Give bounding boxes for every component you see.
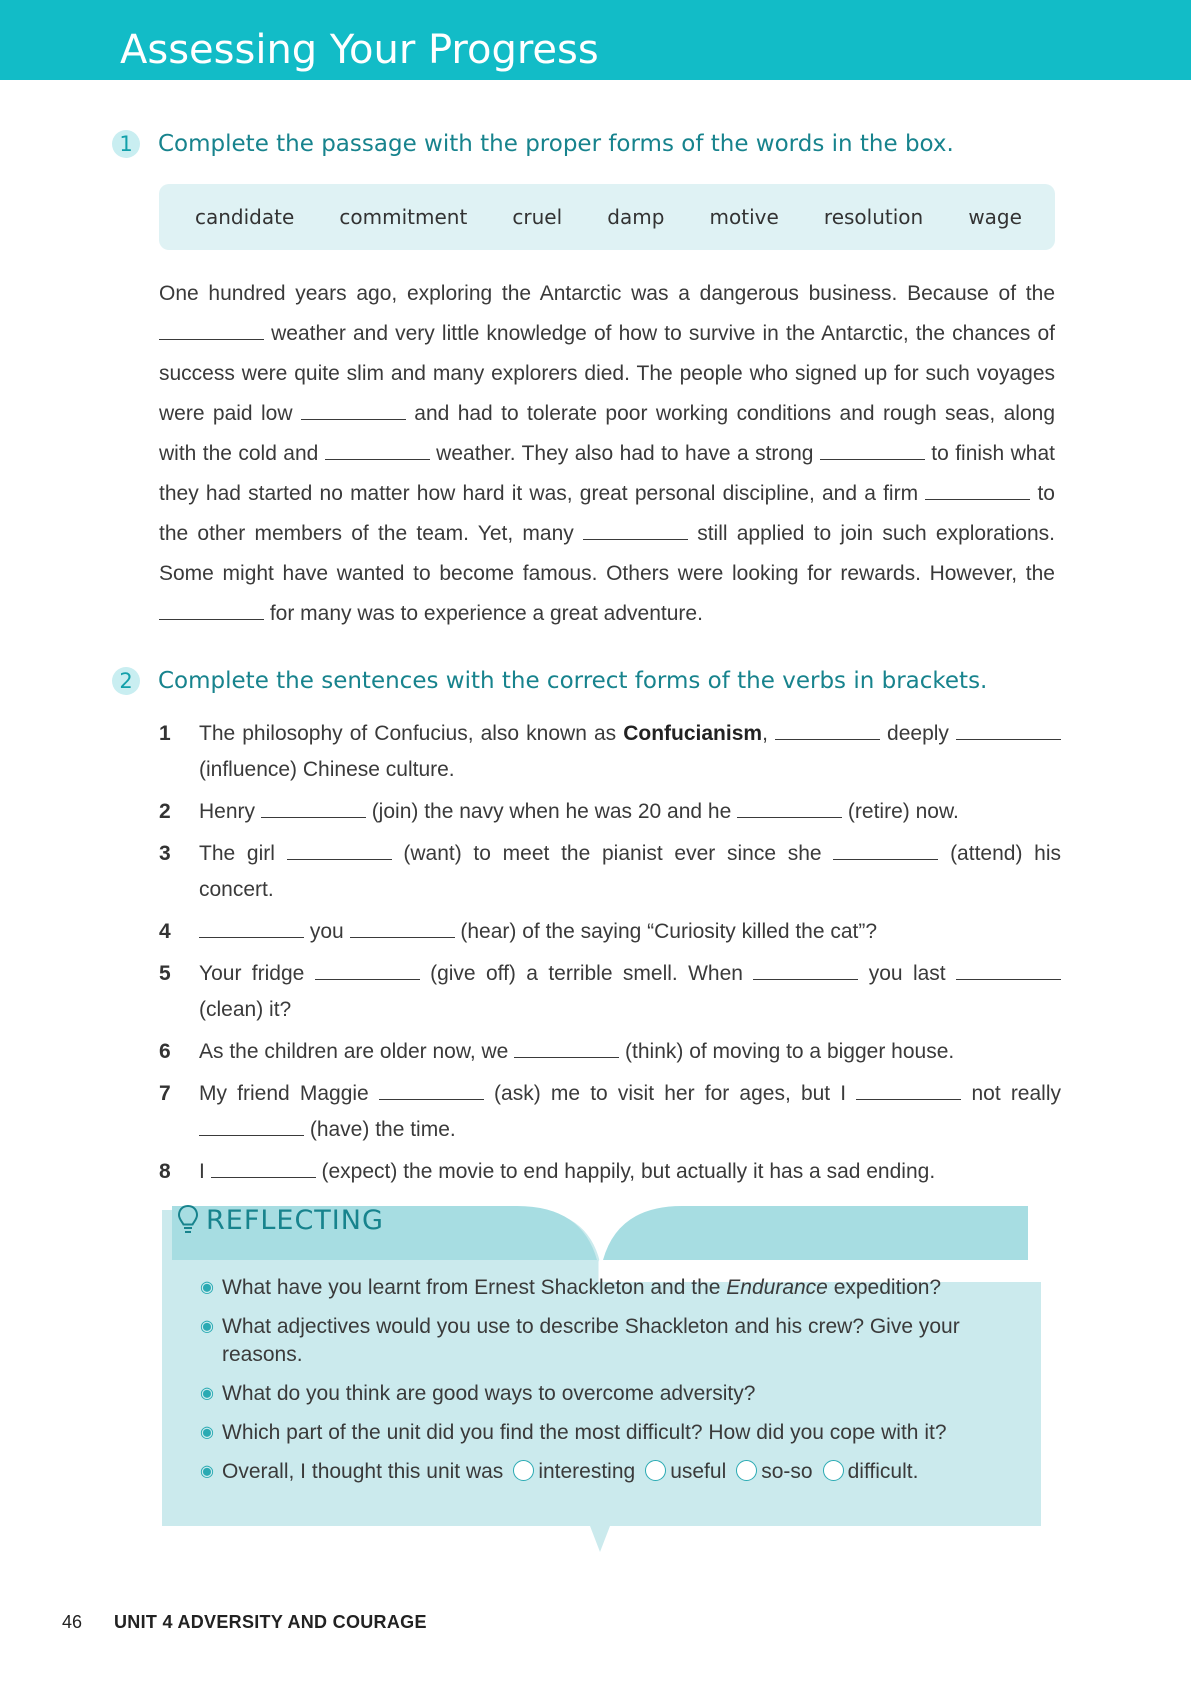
- rating-option-circle[interactable]: [513, 1460, 534, 1481]
- exercise-1-number: 1: [112, 130, 140, 158]
- sentence-fragment: (influence) Chinese culture.: [199, 758, 455, 781]
- passage-text: to the other members of the team. Yet, many: [159, 482, 1055, 545]
- reflecting-item-text: What do you think are good ways to overcome adversity?: [222, 1382, 756, 1405]
- page-footer: [62, 1612, 427, 1633]
- circle-bullet-icon: ◉: [200, 1279, 214, 1296]
- word-box-item: damp: [607, 205, 665, 229]
- answer-blank[interactable]: [820, 438, 925, 460]
- reflecting-item: [200, 1313, 1000, 1369]
- answer-blank[interactable]: [833, 838, 938, 860]
- answer-blank[interactable]: [379, 1078, 484, 1100]
- sentence-item: [159, 836, 1061, 908]
- word-box-item: resolution: [823, 205, 924, 229]
- reflecting-item: [200, 1380, 1000, 1408]
- sentence-fragment: As the children are older now, we: [199, 1040, 515, 1063]
- reflecting-item: [200, 1419, 1000, 1447]
- sentence-fragment: deeply: [879, 722, 956, 745]
- answer-blank[interactable]: [956, 958, 1061, 980]
- sentence-fragment: (retire) now.: [842, 800, 959, 823]
- passage-text: weather and very little knowledge of how to survive in the Antarctic, the chances of success were quite slim and many explorers died. The people who signed up for such voyages were paid low: [159, 322, 1055, 425]
- answer-blank[interactable]: [514, 1036, 619, 1058]
- answer-blank[interactable]: [737, 796, 842, 818]
- sentence-number: 8: [159, 1160, 171, 1183]
- sentence-fragment: I: [199, 1160, 211, 1183]
- reflecting-list: [200, 1274, 1000, 1497]
- sentence-number: 4: [159, 920, 171, 943]
- reflecting-fragment: expedition?: [827, 1276, 942, 1299]
- rating-option-label: useful: [670, 1460, 727, 1483]
- rating-option-label: difficult.: [847, 1460, 919, 1483]
- sentence-fragment: (want) to meet the pianist ever since she: [391, 842, 834, 865]
- exercise-2-heading: [112, 667, 987, 695]
- page-title: Assessing Your Progress: [120, 27, 599, 73]
- sentence-fragment: Your fridge: [199, 962, 315, 985]
- reflecting-item-text: Which part of the unit did you find the most difficult? How did you cope with it?: [222, 1421, 947, 1444]
- answer-blank[interactable]: [956, 718, 1061, 740]
- passage-text: to finish what they had started no matter how hard it was, great personal discipline, and a firm: [159, 442, 1055, 505]
- sentence-number: 5: [159, 962, 171, 985]
- answer-blank[interactable]: [261, 796, 366, 818]
- sentence-text: [199, 794, 1061, 830]
- sentence-list: [159, 716, 1061, 1196]
- answer-blank[interactable]: [301, 398, 406, 420]
- sentence-number: 6: [159, 1040, 171, 1063]
- word-box-item: cruel: [512, 205, 563, 229]
- passage-text: weather. They also had to have a strong: [429, 442, 820, 465]
- sentence-fragment: (expect) the movie to end happily, but actually it has a sad ending.: [315, 1160, 936, 1183]
- passage-text: still applied to join such explorations. Some might have wanted to become famous. Others were looking for rewards. However, the: [159, 522, 1055, 585]
- exercise-2-number: 2: [112, 667, 140, 695]
- answer-blank[interactable]: [287, 838, 392, 860]
- sentence-fragment: (think) of moving to a bigger house.: [619, 1040, 955, 1063]
- sentence-text: [199, 1034, 1061, 1070]
- sentence-fragment: (have) the time.: [304, 1118, 456, 1141]
- sentence-fragment: Henry: [199, 800, 261, 823]
- answer-blank[interactable]: [315, 958, 420, 980]
- word-box-item: wage: [968, 205, 1022, 229]
- sentence-fragment: (join) the navy when he was 20 and he: [365, 800, 738, 823]
- sentence-fragment: not really: [961, 1082, 1061, 1105]
- sentence-fragment: (hear) of the saying “Curiosity killed the cat”?: [454, 920, 878, 943]
- sentence-item: [159, 956, 1061, 1028]
- circle-bullet-icon: ◉: [200, 1424, 214, 1441]
- answer-blank[interactable]: [199, 916, 304, 938]
- reflecting-italic-term: Endurance: [726, 1276, 828, 1299]
- passage-text: One hundred years ago, exploring the Antarctic was a dangerous business. Because of the: [159, 282, 1055, 305]
- reflecting-item-text: What adjectives would you use to describe Shackleton and his crew? Give your reasons.: [222, 1315, 960, 1366]
- sentence-item: [159, 1154, 1061, 1190]
- answer-blank[interactable]: [775, 718, 880, 740]
- answer-blank[interactable]: [753, 958, 858, 980]
- sentence-fragment: (clean) it?: [199, 998, 292, 1021]
- answer-blank[interactable]: [199, 1114, 304, 1136]
- sentence-item: [159, 1076, 1061, 1148]
- exercise-1-title: Complete the passage with the proper forms of the words in the box.: [158, 131, 954, 157]
- word-box: [159, 184, 1055, 250]
- sentence-number: 2: [159, 800, 171, 823]
- answer-blank[interactable]: [211, 1156, 316, 1178]
- sentence-fragment: The philosophy of Confucius, also known as: [199, 722, 624, 745]
- sentence-item: [159, 716, 1061, 788]
- passage-text: for many was to experience a great adventure.: [264, 602, 703, 625]
- sentence-fragment: (ask) me to visit her for ages, but I: [483, 1082, 857, 1105]
- sentence-number: 7: [159, 1082, 171, 1105]
- sentence-number: 3: [159, 842, 171, 865]
- overall-prefix: Overall, I thought this unit was: [222, 1460, 504, 1483]
- sentence-fragment: you last: [858, 962, 956, 985]
- circle-bullet-icon: ◉: [200, 1318, 214, 1335]
- reflecting-fragment: What have you learnt from Ernest Shackleton and the: [222, 1276, 727, 1299]
- rating-option-circle[interactable]: [645, 1460, 666, 1481]
- answer-blank[interactable]: [159, 318, 264, 340]
- sentence-text: [199, 914, 1061, 950]
- rating-option-label: interesting: [538, 1460, 636, 1483]
- word-box-item: candidate: [195, 205, 295, 229]
- lightbulb-icon: [176, 1204, 200, 1236]
- word-box-item: motive: [709, 205, 779, 229]
- unit-label: UNIT 4 ADVERSITY AND COURAGE: [114, 1612, 427, 1632]
- reflecting-item-text: [222, 1274, 1000, 1302]
- answer-blank[interactable]: [925, 478, 1030, 500]
- rating-option-label: so-so: [761, 1460, 813, 1483]
- reflecting-heading: [176, 1204, 384, 1236]
- overall-rating: [222, 1458, 1000, 1486]
- sentence-number: 1: [159, 722, 171, 745]
- sentence-fragment: (attend) his concert.: [199, 842, 1062, 901]
- sentence-item: [159, 914, 1061, 950]
- sentence-text: [199, 1076, 1061, 1148]
- sentence-text: [199, 956, 1061, 1028]
- sentence-fragment: (give off) a terrible smell. When: [419, 962, 754, 985]
- sentence-bold-term: Confucianism: [623, 722, 763, 745]
- reflecting-item: [200, 1458, 1000, 1486]
- passage: [159, 274, 1055, 634]
- answer-blank[interactable]: [325, 438, 430, 460]
- circle-bullet-icon: ◉: [200, 1463, 214, 1480]
- sentence-fragment: My friend Maggie: [199, 1082, 379, 1105]
- passage-text: and had to tolerate poor working conditions and rough seas, along with the cold and: [159, 402, 1056, 465]
- answer-blank[interactable]: [856, 1078, 961, 1100]
- exercise-2-title: Complete the sentences with the correct forms of the verbs in brackets.: [158, 668, 988, 694]
- reflecting-title: REFLECTING: [206, 1204, 384, 1236]
- sentence-fragment: ,: [762, 722, 775, 745]
- sentence-text: [199, 716, 1061, 788]
- reflecting-box: [162, 1198, 1041, 1552]
- answer-blank[interactable]: [350, 916, 455, 938]
- sentence-item: [159, 794, 1061, 830]
- page-number: 46: [62, 1612, 83, 1632]
- answer-blank[interactable]: [159, 598, 264, 620]
- answer-blank[interactable]: [583, 518, 688, 540]
- sentence-fragment: The girl: [199, 842, 287, 865]
- sentence-text: [199, 1154, 1061, 1190]
- sentence-item: [159, 1034, 1061, 1070]
- sentence-fragment: you: [304, 920, 350, 943]
- rating-option-circle[interactable]: [736, 1460, 757, 1481]
- word-box-item: commitment: [339, 205, 468, 229]
- rating-option-circle[interactable]: [823, 1460, 844, 1481]
- circle-bullet-icon: ◉: [200, 1385, 214, 1402]
- reflecting-item: [200, 1274, 1000, 1302]
- sentence-text: [199, 836, 1061, 908]
- exercise-1-heading: [112, 130, 954, 158]
